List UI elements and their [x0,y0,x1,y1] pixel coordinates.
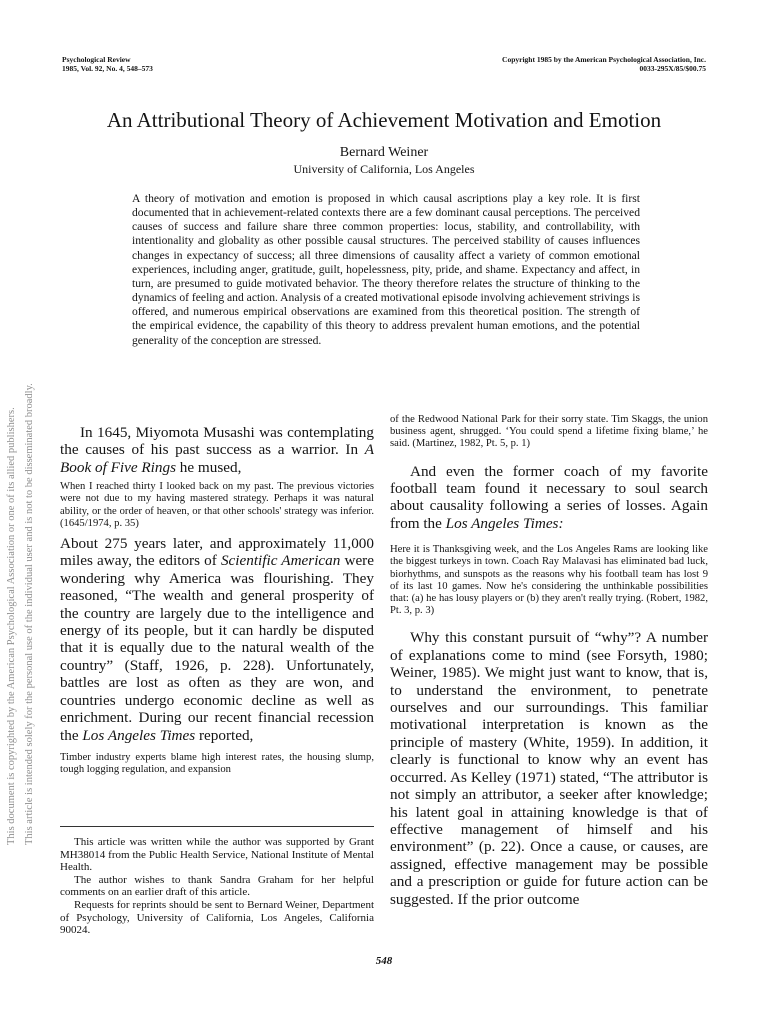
issn-code: 0033-295X/85/$00.75 [639,63,706,73]
block-quote-rams: Here it is Thanksgiving week, and the Los Angeles Rams are looking like the biggest turkeys in town. Coach Ray Malavasi has eliminated bad luck, biorhythms, and sunspots as the reasons why his football team has lost 9 of its last 10 games. Now he's considering the unthinkable possibilities that: (a) he has lousy players or (b) they aren't really trying. (Robert, 1982, Pt. 3, p. 3) [390,544,708,617]
copyright-header [502,56,706,73]
usage-notice-sidebar: This article is intended solely for the personal use of the individual user and is not to be disseminated broadly. [24,383,35,845]
footnote-reprints: Requests for reprints should be sent to Bernard Weiner, Department of Psychology, University of California, Los Angeles, California 90024. [60,898,374,937]
paragraph-why: Why this constant pursuit of “why”? A number of explanations come to mind (see Forsyth, 1980; Weiner, 1985). We might just want to know, that is, to understand the environment, to penetrate ourselves and our surroundings. This familiar motivational interpretation is known as the principle of mastery (White, 1959). In addition, it clearly is functional to know why an event has occurred. As Kelley (1971) stated, “The attributor is not simply an attributor, a seeker after knowledge; his latent goal in attaining knowledge is that of effective management of himself and his environment” (p. 22). Once a cause, or causes, are assigned, effective management may be possible and a prescription or guide for future action can be suggested. If the prior outcome [390,629,708,908]
author-affiliation: University of California, Los Angeles [293,162,475,176]
magazine-title: Scientific American [220,552,341,570]
journal-volume: 1985, Vol. 92, No. 4, 548–573 [62,63,153,73]
footnote-grant: This article was written while the author was supported by Grant MH38014 from the Public Health Service, National Institute of Mental Health. [60,836,374,874]
footnote-thanks: The author wishes to thank Sandra Graham for her helpful comments on an earlier draft of this article. [60,873,374,899]
footnote-divider [60,826,374,827]
newspaper-title: Los Angeles Times [82,726,196,744]
left-column [60,424,374,781]
article-title: An Attributional Theory of Achievement Motivation and Emotion [106,108,662,132]
journal-header [62,56,153,73]
block-quote-musashi: When I reached thirty I looked back on my past. The previous victories were not due to my having mastered strategy. Perhaps it was natural ability, or the order of heaven, or that other schools' strategy was inferior. (1645/1974, p. 35) [60,481,374,529]
page-number: 548 [375,955,393,967]
paragraph-coach: And even the former coach of my favorite football team found it necessary to soul search about causality following a series of losses. Again from the Los Angeles Times: [390,462,708,532]
author-name: Bernard Weiner [339,145,429,160]
journal-name: Psychological Review [62,55,131,64]
newspaper-title-2: Los Angeles Times: [445,514,564,532]
book-title: A Book of Five Rings [60,441,374,476]
abstract: A theory of motivation and emotion is proposed in which causal ascriptions play a key role. It is first documented that in achievement-related contexts there are a few dominant causal perceptions. The perceived causes of success and failure share three common properties: locus, stability, and controllability, with intentionality and globality as other possible causal structures. The perceived stability of causes influences changes in expectancy of success; all three dimensions of causality affect a variety of common emotional experiences, including anger, gratitude, guilt, hopelessness, pity, pride, and shame. Expectancy and affect, in turn, are presumed to guide motivated behavior. The theory therefore relates the structure of thinking to the dynamics of feeling and action. Analysis of a created motivational episode involving achievement strivings is offered, and numerous empirical observations are examined from this theoretical position. The strength of the empirical evidence, the capability of this theory to address prevalent human emotions, and the potential generality of the conception are stressed. [132,192,640,347]
block-quote-timber-continued: of the Redwood National Park for their sorry state. Tim Skaggs, the union business agent, shrugged. ‘You could spend a lifetime fixing blame,’ he said. (Martinez, 1982, Pt. 5, p. 1) [390,414,708,450]
paragraph-musashi: In 1645, Miyomota Musashi was contemplating the causes of his past success as a warrior. In A Book of Five Rings he mused, [60,424,374,476]
copyright-line: Copyright 1985 by the American Psychological Association, Inc. [502,55,706,64]
copyright-notice-sidebar: This document is copyrighted by the American Psychological Association or one of its allied publishers. [6,407,17,845]
footnotes [60,836,374,937]
block-quote-timber: Timber industry experts blame high interest rates, the housing slump, tough logging regulation, and expansion [60,751,374,776]
paragraph-scientific-american: About 275 years later, and approximately 11,000 miles away, the editors of Scientific American were wondering why America was flourishing. They reasoned, “The wealth and general prosperity of the country are largely due to the intelligence and energy of its people, but it can hardly be disputed that it is equally due to the natural wealth of the country” (Staff, 1926, p. 228). Unfortunately, battles are lost as often as they are won, and countries undergo economic decline as well as enrichment. During our recent financial recession the Los Angeles Times reported, [60,535,374,744]
right-column [390,414,708,908]
